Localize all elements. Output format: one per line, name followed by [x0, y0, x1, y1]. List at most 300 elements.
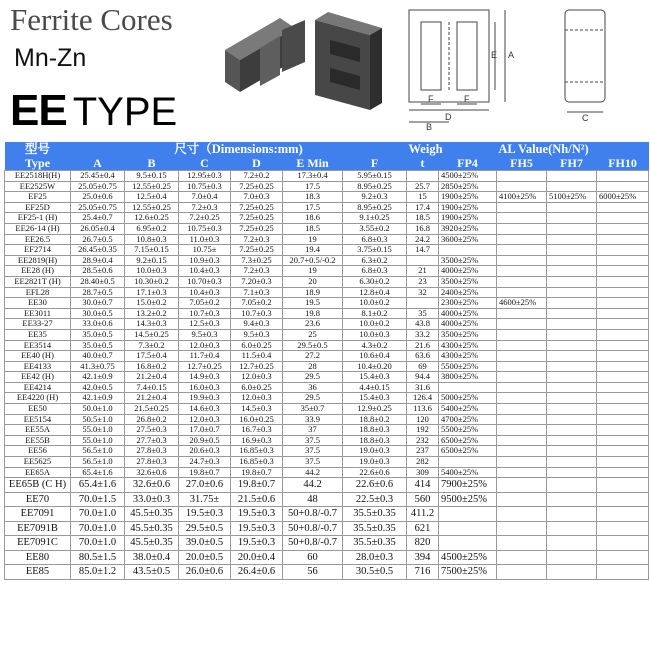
cell-type: EE80: [5, 550, 71, 565]
cell-c: 39.0±0.5: [179, 536, 231, 551]
cell-weight: 192: [407, 425, 439, 436]
cell-a: 28.7±0.5: [71, 287, 125, 298]
cell-a: 70.0±1.0: [71, 536, 125, 551]
cell-fh10: [597, 319, 649, 330]
col-weight-unit: t: [407, 157, 439, 171]
cell-fh5: [497, 467, 547, 478]
cell-f: 12.8±0.4: [343, 287, 407, 298]
cell-d: 12.0±0.3: [231, 372, 283, 383]
cell-fh7: [547, 329, 597, 340]
cell-fh5: [497, 414, 547, 425]
cell-fh7: [547, 467, 597, 478]
cell-type: EE55B: [5, 435, 71, 446]
cell-fh7: [547, 435, 597, 446]
cell-fh5: [497, 255, 547, 266]
cell-e-min: 35±0.7: [283, 404, 343, 415]
core-type-heading: [10, 86, 177, 136]
cell-type: EE4220 (H): [5, 393, 71, 404]
cell-b: 9.5±0.15: [125, 171, 179, 182]
col-f: F: [343, 157, 407, 171]
cell-fh5: [497, 319, 547, 330]
cell-b: 7.3±0.2: [125, 340, 179, 351]
cell-type: EE33-27: [5, 319, 71, 330]
cell-fh7: [547, 298, 597, 309]
cell-c: 10.4±0.3: [179, 266, 231, 277]
table-row: [5, 435, 649, 446]
cell-a: 42.1±0.9: [71, 372, 125, 383]
cell-e-min: 18.3: [283, 192, 343, 203]
page-header: [0, 0, 650, 140]
cell-weight: 23: [407, 276, 439, 287]
cell-type: EE4214: [5, 382, 71, 393]
cell-f: 5.95±0.15: [343, 171, 407, 182]
cell-fh10: [597, 521, 649, 536]
table-row: [5, 446, 649, 457]
cell-f: 3.55±0.2: [343, 223, 407, 234]
cell-b: 14.3±0.3: [125, 319, 179, 330]
col-fh10: FH10: [597, 157, 649, 171]
cell-type: EE70: [5, 492, 71, 507]
table-row: [5, 492, 649, 507]
table-row: [5, 171, 649, 182]
cell-c: 20.0±0.5: [179, 550, 231, 565]
cell-fh10: 6000±25%: [597, 192, 649, 203]
cell-a: 25.4±0.7: [71, 213, 125, 224]
cell-a: 50.5±1.0: [71, 414, 125, 425]
cell-fh5: [497, 393, 547, 404]
cell-f: 9.1±0.25: [343, 213, 407, 224]
cell-d: 19.5±0.3: [231, 521, 283, 536]
cell-a: 26.05±0.4: [71, 223, 125, 234]
cell-fh10: [597, 266, 649, 277]
cell-d: 7.20±0.3: [231, 276, 283, 287]
cell-e-min: 20: [283, 276, 343, 287]
table-row: [5, 245, 649, 256]
cell-a: 55.0±1.0: [71, 425, 125, 436]
cell-fh7: [547, 181, 597, 192]
cell-d: 19.5±0.3: [231, 536, 283, 551]
col-type: Type: [5, 157, 71, 171]
cell-d: 12.0±0.3: [231, 393, 283, 404]
cell-e-min: 18.5: [283, 223, 343, 234]
cell-c: 24.7±0.3: [179, 457, 231, 468]
cell-fh10: [597, 478, 649, 493]
col-fp4: FP4: [439, 157, 497, 171]
cell-weight: 25.7: [407, 181, 439, 192]
col-a: A: [71, 157, 125, 171]
cell-fh5: [497, 382, 547, 393]
cell-fp4: 9500±25%: [439, 492, 497, 507]
cell-c: 9.5±0.3: [179, 329, 231, 340]
cell-e-min: 37.5: [283, 446, 343, 457]
cell-weight: 232: [407, 435, 439, 446]
cell-d: 7.0±0.3: [231, 192, 283, 203]
cell-type: EF25: [5, 192, 71, 203]
cell-type: EE35: [5, 329, 71, 340]
cell-fh10: [597, 457, 649, 468]
cell-fh7: [547, 223, 597, 234]
cell-a: 70.0±1.0: [71, 521, 125, 536]
cell-e-min: 50+0.8/-0.7: [283, 521, 343, 536]
cell-fh7: [547, 550, 597, 565]
cell-b: 7.4±0.15: [125, 382, 179, 393]
cell-e-min: 17.5: [283, 181, 343, 192]
table-row: [5, 361, 649, 372]
cell-fh7: [547, 255, 597, 266]
cell-weight: 414: [407, 478, 439, 493]
cell-e-min: 37: [283, 425, 343, 436]
svg-text:A: A: [508, 50, 515, 60]
cell-f: 10.0±0.2: [343, 298, 407, 309]
cell-b: 33.0±0.3: [125, 492, 179, 507]
cell-e-min: 18.9: [283, 287, 343, 298]
table-row: [5, 425, 649, 436]
cell-fh7: [547, 234, 597, 245]
table-header-row: [5, 142, 649, 157]
cell-fh5: [497, 245, 547, 256]
cell-c: 16.0±0.3: [179, 382, 231, 393]
cell-b: 17.5±0.4: [125, 351, 179, 362]
cell-fh10: [597, 382, 649, 393]
cell-fh5: [497, 223, 547, 234]
table-row: [5, 536, 649, 551]
cell-f: 18.8±0.3: [343, 435, 407, 446]
cell-c: 29.5±0.5: [179, 521, 231, 536]
cell-c: 7.2±0.25: [179, 213, 231, 224]
cell-weight: 35: [407, 308, 439, 319]
cell-b: 27.7±0.3: [125, 435, 179, 446]
cell-a: 65.4±1.6: [71, 478, 125, 493]
cell-fh10: [597, 361, 649, 372]
cell-f: 15.4±0.3: [343, 372, 407, 383]
cell-a: 56.5±1.0: [71, 446, 125, 457]
cell-e-min: 23.6: [283, 319, 343, 330]
cell-e-min: 48: [283, 492, 343, 507]
table-row: [5, 351, 649, 362]
table-body: [5, 171, 649, 580]
cell-weight: 31.6: [407, 382, 439, 393]
cell-b: 38.0±0.4: [125, 550, 179, 565]
table-row: [5, 234, 649, 245]
cell-fp4: [439, 507, 497, 522]
cell-fh10: [597, 414, 649, 425]
cell-fh10: [597, 255, 649, 266]
cell-d: 7.1±0.3: [231, 287, 283, 298]
table-row: [5, 340, 649, 351]
cell-fp4: 5400±25%: [439, 467, 497, 478]
cell-weight: 237: [407, 446, 439, 457]
cell-a: 55.0±1.0: [71, 435, 125, 446]
cell-weight: 21: [407, 266, 439, 277]
cell-d: 9.5±0.3: [231, 329, 283, 340]
cell-fh7: [547, 382, 597, 393]
cell-weight: 309: [407, 467, 439, 478]
cell-d: 7.2±0.2: [231, 171, 283, 182]
cell-fh5: [497, 507, 547, 522]
cell-d: 7.2±0.3: [231, 266, 283, 277]
cell-d: 7.25±0.25: [231, 213, 283, 224]
cell-e-min: 19: [283, 266, 343, 277]
cell-d: 7.25±0.25: [231, 223, 283, 234]
svg-text:F: F: [428, 94, 434, 104]
table-row: [5, 329, 649, 340]
cell-f: 8.1±0.2: [343, 308, 407, 319]
cell-weight: 69: [407, 361, 439, 372]
cell-b: 45.5±0.35: [125, 536, 179, 551]
cell-f: 6.30±0.2: [343, 276, 407, 287]
cell-fh10: [597, 234, 649, 245]
cell-e-min: 44.2: [283, 478, 343, 493]
cell-fh7: [547, 414, 597, 425]
table-row: [5, 266, 649, 277]
cell-fh10: [597, 340, 649, 351]
cell-fh7: [547, 393, 597, 404]
cell-weight: [407, 298, 439, 309]
cell-e-min: 44.2: [283, 467, 343, 478]
cell-c: 10.75±0.3: [179, 223, 231, 234]
cell-c: 10.4±0.3: [179, 287, 231, 298]
cell-c: 7.0±0.4: [179, 192, 231, 203]
cell-d: 7.25±0.25: [231, 181, 283, 192]
cell-fp4: 5000±25%: [439, 393, 497, 404]
cell-type: EE55A: [5, 425, 71, 436]
cell-e-min: 37.5: [283, 457, 343, 468]
cell-b: 12.5±0.4: [125, 192, 179, 203]
cell-fp4: 6500±25%: [439, 446, 497, 457]
table-row: [5, 223, 649, 234]
cell-fh5: [497, 181, 547, 192]
cell-fh10: [597, 351, 649, 362]
cell-a: 70.0±1.5: [71, 492, 125, 507]
table-row: [5, 507, 649, 522]
cell-fh7: [547, 492, 597, 507]
cell-type: EE28 (H): [5, 266, 71, 277]
cell-e-min: 29.5: [283, 372, 343, 383]
cell-fh5: [497, 550, 547, 565]
cell-fh7: 5100±25%: [547, 192, 597, 203]
cell-c: 31.75±: [179, 492, 231, 507]
cell-f: 8.95±0.25: [343, 202, 407, 213]
cell-fh5: [497, 351, 547, 362]
col-model-cn: 型号: [5, 142, 71, 157]
cell-fh5: [497, 171, 547, 182]
cell-f: 19.0±0.3: [343, 446, 407, 457]
cell-fh10: [597, 507, 649, 522]
cell-fh5: [497, 404, 547, 415]
cell-c: 10.7±0.3: [179, 308, 231, 319]
cell-fh5: [497, 478, 547, 493]
cell-weight: 113.6: [407, 404, 439, 415]
cell-a: 25.05±0.75: [71, 181, 125, 192]
page-title: Ferrite Cores: [10, 2, 173, 37]
cell-d: 19.8±0.7: [231, 467, 283, 478]
cell-fh5: [497, 266, 547, 277]
cell-type: EE85: [5, 565, 71, 580]
cell-d: 11.5±0.4: [231, 351, 283, 362]
cell-weight: 621: [407, 521, 439, 536]
cell-e-min: 60: [283, 550, 343, 565]
cell-fh7: [547, 340, 597, 351]
table-row: [5, 181, 649, 192]
cell-type: EE26-14 (H): [5, 223, 71, 234]
cell-fp4: 4300±25%: [439, 340, 497, 351]
col-c: C: [179, 157, 231, 171]
col-al-value: AL Value(Nh/N²): [439, 142, 649, 157]
table-row: [5, 372, 649, 383]
cell-a: 25.05±0.75: [71, 202, 125, 213]
cell-fh5: [497, 329, 547, 340]
cell-fh10: [597, 308, 649, 319]
cell-fp4: [439, 521, 497, 536]
col-e-min: E Min: [283, 157, 343, 171]
cell-fh7: [547, 202, 597, 213]
cell-c: 14.6±0.3: [179, 404, 231, 415]
cell-fh10: [597, 276, 649, 287]
cell-a: 25.0±0.6: [71, 192, 125, 203]
cell-d: 19.8±0.7: [231, 478, 283, 493]
cell-f: 18.8±0.3: [343, 425, 407, 436]
cell-type: EE30: [5, 298, 71, 309]
cell-fp4: 5500±25%: [439, 425, 497, 436]
cell-a: 35.0±0.5: [71, 329, 125, 340]
cell-b: 7.15±0.15: [125, 245, 179, 256]
cell-e-min: 19.5: [283, 298, 343, 309]
cell-d: 14.5±0.3: [231, 404, 283, 415]
cell-d: 16.9±0.3: [231, 435, 283, 446]
table-row: [5, 457, 649, 468]
cell-b: 10.30±0.2: [125, 276, 179, 287]
cell-c: 12.0±0.3: [179, 414, 231, 425]
table-row: [5, 404, 649, 415]
cell-fh7: [547, 351, 597, 362]
cell-a: 41.3±0.75: [71, 361, 125, 372]
cell-fh10: [597, 213, 649, 224]
cell-d: 7.25±0.25: [231, 245, 283, 256]
cell-fp4: 5400±25%: [439, 404, 497, 415]
cell-fh10: [597, 467, 649, 478]
table-row: [5, 255, 649, 266]
cell-a: 28.5±0.6: [71, 266, 125, 277]
cell-fh10: [597, 492, 649, 507]
table-row: [5, 521, 649, 536]
cell-f: 35.5±0.35: [343, 521, 407, 536]
cell-fh10: [597, 372, 649, 383]
cell-weight: 120: [407, 414, 439, 425]
cell-fp4: 5500±25%: [439, 361, 497, 372]
cell-f: 15.4±0.3: [343, 393, 407, 404]
cell-d: 7.05±0.2: [231, 298, 283, 309]
cell-c: 20.6±0.3: [179, 446, 231, 457]
cell-fp4: 2300±25%: [439, 298, 497, 309]
cell-fh10: [597, 287, 649, 298]
cell-fh5: [497, 435, 547, 446]
cell-d: 7.25±0.25: [231, 202, 283, 213]
cell-b: 10.0±0.3: [125, 266, 179, 277]
cell-d: 16.85±0.3: [231, 457, 283, 468]
cell-fh5: [497, 340, 547, 351]
cell-e-min: 28: [283, 361, 343, 372]
cell-fh7: [547, 425, 597, 436]
cell-c: 14.9±0.3: [179, 372, 231, 383]
cell-fh10: [597, 446, 649, 457]
cell-fh5: [497, 308, 547, 319]
cell-type: EF25D: [5, 202, 71, 213]
table-subheader-row: [5, 157, 649, 171]
cell-f: 19.0±0.3: [343, 457, 407, 468]
cell-fh5: [497, 234, 547, 245]
cell-b: 10.8±0.3: [125, 234, 179, 245]
cell-b: 14.5±0.25: [125, 329, 179, 340]
table-row: [5, 308, 649, 319]
cell-d: 19.5±0.3: [231, 507, 283, 522]
cell-e-min: 27.2: [283, 351, 343, 362]
cell-fh5: [497, 457, 547, 468]
cell-e-min: 25: [283, 329, 343, 340]
cell-fh7: [547, 507, 597, 522]
cell-c: 19.9±0.3: [179, 393, 231, 404]
cell-a: 30.0±0.5: [71, 308, 125, 319]
col-dimensions: 尺寸（Dimensions:mm): [71, 142, 407, 157]
cell-f: 10.0±0.2: [343, 319, 407, 330]
cell-weight: 820: [407, 536, 439, 551]
cell-fh5: [497, 492, 547, 507]
cell-fh10: [597, 536, 649, 551]
cell-f: 22.6±0.6: [343, 467, 407, 478]
cell-d: 26.4±0.6: [231, 565, 283, 580]
cell-fh5: [497, 276, 547, 287]
cell-e-min: 19.8: [283, 308, 343, 319]
cell-e-min: 19.4: [283, 245, 343, 256]
cell-fp4: 4000±25%: [439, 308, 497, 319]
cell-a: 33.0±0.6: [71, 319, 125, 330]
cell-fp4: 4500±25%: [439, 550, 497, 565]
cell-b: 45.5±0.35: [125, 521, 179, 536]
cell-f: 10.6±0.4: [343, 351, 407, 362]
cell-weight: 394: [407, 550, 439, 565]
cell-fh5: [497, 287, 547, 298]
cell-fp4: 6500±25%: [439, 435, 497, 446]
cell-fp4: 2400±25%: [439, 287, 497, 298]
cell-fh5: [497, 521, 547, 536]
cell-fp4: 1900±25%: [439, 192, 497, 203]
cell-e-min: 29.5±0.5: [283, 340, 343, 351]
cell-b: 43.5±0.5: [125, 565, 179, 580]
cell-f: 3.75±0.15: [343, 245, 407, 256]
cell-b: 12.55±0.25: [125, 181, 179, 192]
cell-type: EE3514: [5, 340, 71, 351]
cell-weight: 18.5: [407, 213, 439, 224]
table-row: [5, 478, 649, 493]
cell-d: 16.0±0.25: [231, 414, 283, 425]
cell-e-min: 56: [283, 565, 343, 580]
cell-weight: 15: [407, 192, 439, 203]
cell-type: EE56: [5, 446, 71, 457]
cell-d: 9.4±0.3: [231, 319, 283, 330]
cell-b: 15.0±0.2: [125, 298, 179, 309]
cell-f: 6.8±0.3: [343, 266, 407, 277]
cell-a: 28.40±0.5: [71, 276, 125, 287]
cell-a: 35.0±0.5: [71, 340, 125, 351]
cell-b: 32.6±0.6: [125, 467, 179, 478]
cell-type: EE65B (C H): [5, 478, 71, 493]
cell-d: 6.0±0.25: [231, 382, 283, 393]
cell-fh7: [547, 565, 597, 580]
table-row: [5, 414, 649, 425]
cell-a: 42.0±0.5: [71, 382, 125, 393]
cell-fh7: [547, 446, 597, 457]
cell-d: 16.7±0.3: [231, 425, 283, 436]
cell-a: 50.0±1.0: [71, 404, 125, 415]
